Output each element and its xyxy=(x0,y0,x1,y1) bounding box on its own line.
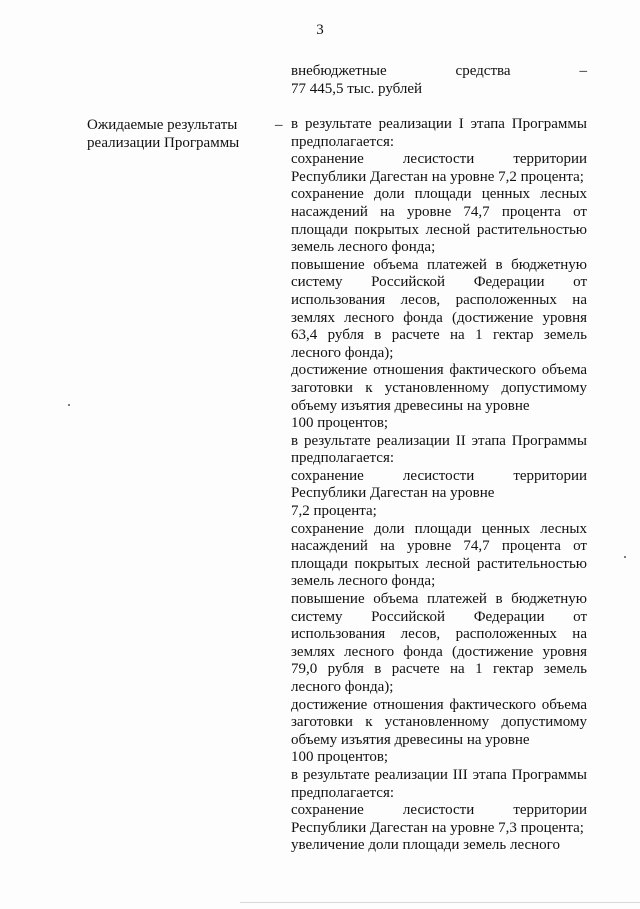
paragraph: 7,2 процента; xyxy=(291,503,377,520)
paragraph: 100 процентов; xyxy=(291,415,389,432)
funding-amount: 77 445,5 тыс. рублей xyxy=(291,81,423,97)
paragraph: достижение отношения фактического объема заготовки к установленному допустимому объему изъятия древесины на уровне xyxy=(291,696,587,748)
funding-block xyxy=(291,62,587,98)
section-dash: – xyxy=(275,117,283,133)
section-label: Ожидаемые результаты реализации Программы xyxy=(87,117,240,151)
scan-speck xyxy=(624,556,626,558)
funding-source-label: внебюджетные xyxy=(291,63,387,79)
paragraph: достижение отношения фактического объема заготовки к установленному допустимому объему изъятия древесины на уровне xyxy=(291,362,587,414)
paragraph: сохранение лесистости территории Республики Дагестан на уровне 7,2 процента; xyxy=(291,151,587,185)
funding-source-word: средства xyxy=(455,63,511,79)
paragraph: увеличение доли площади земель лесного xyxy=(291,837,560,854)
paragraph: в результате реализации II этапа Программы предполагается: xyxy=(291,432,587,467)
paragraph: повышение объема платежей в бюджетную систему Российской Федерации от использования лесов, расположенных на землях лесного фонда (достижение уровня 63,4 рубля в расчете на 1 гектар земель лесного фонда); xyxy=(291,256,587,361)
paragraph: сохранение доли площади ценных лесных насаждений на уровне 74,7 процента от площади покрытых лесной растительностью земель лесного фонда; xyxy=(291,520,587,590)
paragraph: в результате реализации III этапа Программы предполагается: xyxy=(291,766,587,801)
paragraph: сохранение доли площади ценных лесных насаждений на уровне 74,7 процента от площади покрытых лесной растительностью земель лесного фонда; xyxy=(291,186,587,256)
paragraph: в результате реализации I этапа Программы предполагается: xyxy=(291,116,587,150)
paragraph: сохранение лесистости территории Республики Дагестан на уровне 7,3 процента; xyxy=(291,802,587,836)
paragraph: сохранение лесистости территории Республики Дагестан на уровне xyxy=(291,467,587,502)
scan-edge-line xyxy=(240,902,640,903)
paragraph: 100 процентов; xyxy=(291,749,389,766)
funding-dash: – xyxy=(579,63,587,79)
page-number: 3 xyxy=(316,22,324,38)
funding-source-line xyxy=(291,62,587,80)
expected-results-text xyxy=(291,116,587,855)
paragraph: повышение объема платежей в бюджетную систему Российской Федерации от использования лесов, расположенных на землях лесного фонда (достижение уровня 79,0 рубля в расчете на 1 гектар земель лесного фонда); xyxy=(291,591,587,695)
scan-speck xyxy=(68,404,70,406)
